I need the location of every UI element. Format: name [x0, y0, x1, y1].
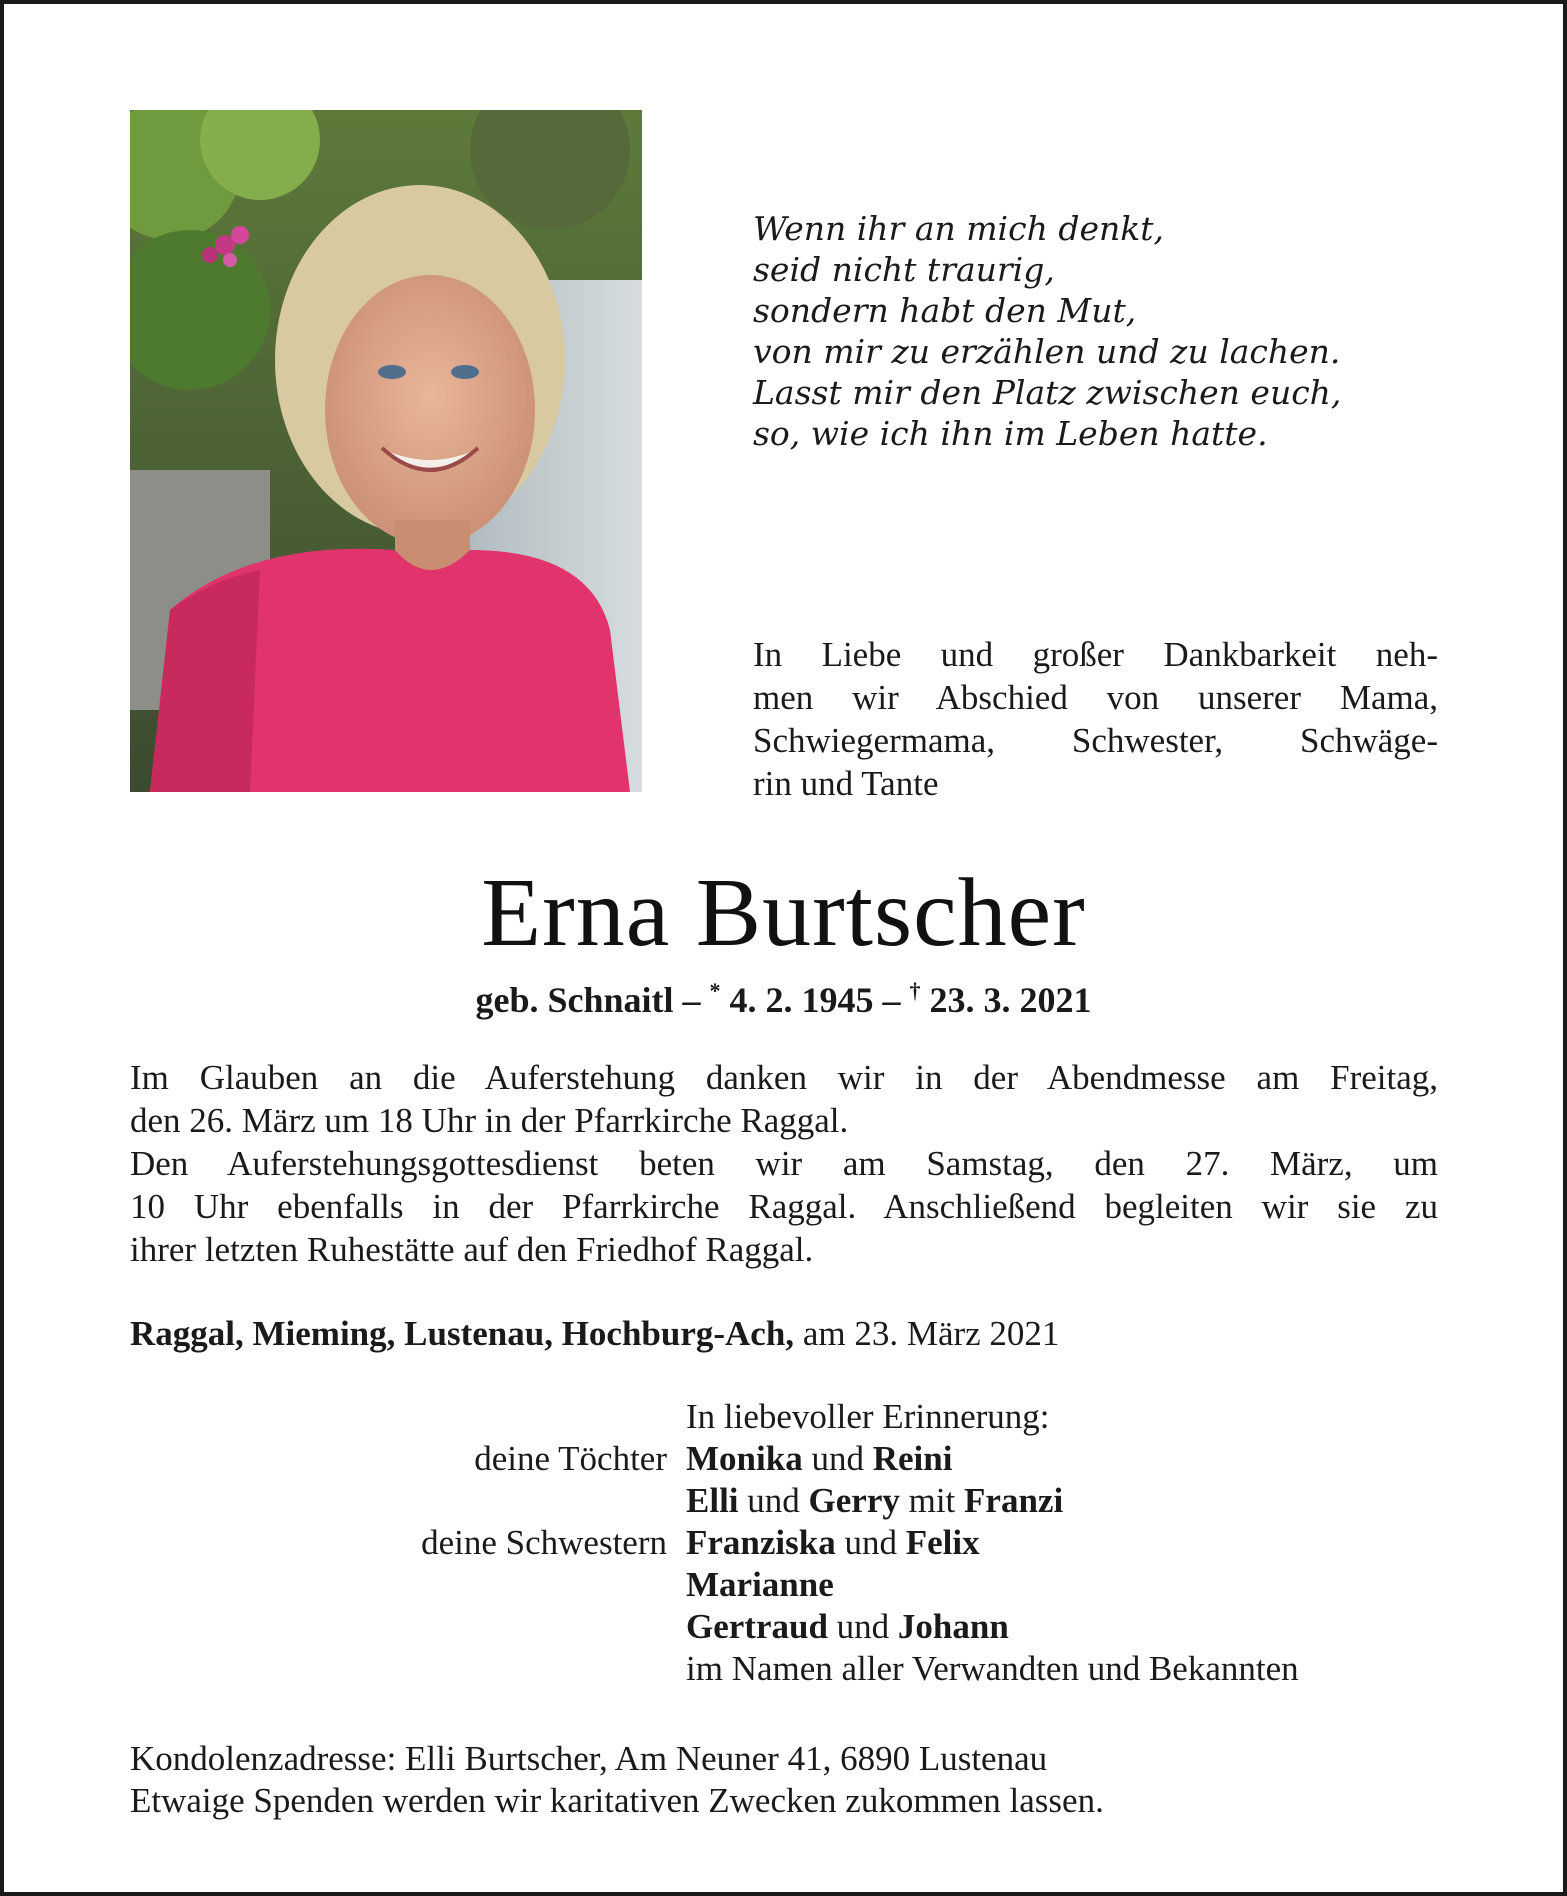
memory-heading: In liebevoller Erinnerung:: [686, 1397, 1050, 1436]
poem-line: Lasst mir den Platz zwischen euch,: [753, 373, 1342, 412]
intro-line: In Liebe und großer Dankbarkeit neh-: [753, 635, 1438, 674]
sisters-label: deine Schwestern: [421, 1523, 667, 1562]
body-line: den 26. März um 18 Uhr in der Pfarrkirche Raggal.: [130, 1101, 849, 1140]
conjunction: mit: [899, 1481, 965, 1520]
relative-name: Reini: [872, 1439, 953, 1478]
dash: –: [673, 980, 710, 1020]
places: Raggal, Mieming, Lustenau, Hochburg-Ach,: [130, 1314, 795, 1353]
body-line: 10 Uhr ebenfalls in der Pfarrkirche Raggal. Anschließend begleiten wir sie zu: [130, 1187, 1438, 1226]
memorial-poem: [753, 208, 1473, 454]
intro-line: rin und Tante: [753, 764, 939, 803]
relative-name: Gertraud: [686, 1607, 828, 1646]
farewell-intro: [753, 633, 1438, 805]
relative-name: Gerry: [808, 1481, 900, 1520]
intro-line: Schwiegermama, Schwester, Schwäge-: [753, 721, 1438, 760]
relative-name: Elli: [686, 1481, 739, 1520]
poem-line: von mir zu erzählen und zu lachen.: [753, 332, 1341, 371]
conjunction: und: [835, 1523, 906, 1562]
birth-date: 4. 2. 1945: [720, 980, 874, 1020]
poem-line: seid nicht traurig,: [753, 250, 1055, 289]
poem-line: Wenn ihr an mich denkt,: [753, 209, 1164, 248]
body-line: Den Auferstehungsgottesdienst beten wir am Samstag, den 27. März, um: [130, 1144, 1438, 1183]
condolence-address: Kondolenzadresse: Elli Burtscher, Am Neuner 41, 6890 Lustenau: [130, 1739, 1048, 1778]
conjunction: und: [827, 1607, 898, 1646]
conjunction: und: [802, 1439, 873, 1478]
family-line: [686, 1438, 952, 1480]
place-date-line: [130, 1312, 1059, 1355]
relative-name: Monika: [686, 1439, 803, 1478]
dash: –: [873, 980, 910, 1020]
family-line: [686, 1522, 980, 1564]
body-line: ihrer letzten Ruhestätte auf den Friedhof Raggal.: [130, 1230, 814, 1269]
conjunction: und: [738, 1481, 809, 1520]
relative-name: Marianne: [686, 1565, 834, 1604]
birth-symbol: *: [709, 978, 721, 1003]
donations-note: Etwaige Spenden werden wir karitativen Zwecken zukommen lassen.: [130, 1781, 1104, 1820]
footer: [130, 1738, 1450, 1822]
death-symbol: †: [909, 978, 921, 1003]
body-line: Im Glauben an die Auferstehung danken wir in der Abendmesse am Freitag,: [130, 1058, 1438, 1097]
relative-name: Franzi: [964, 1481, 1064, 1520]
birth-name: geb. Schnaitl: [475, 980, 674, 1020]
family-line: [686, 1564, 834, 1606]
closing-line: im Namen aller Verwandten und Bekannten: [686, 1649, 1299, 1688]
relative-name: Johann: [897, 1607, 1009, 1646]
poem-line: so, wie ich ihn im Leben hatte.: [753, 414, 1268, 453]
poem-line: sondern habt den Mut,: [753, 291, 1137, 330]
notice-date: am 23. März 2021: [794, 1314, 1060, 1353]
service-details: [130, 1056, 1438, 1271]
family-block: [0, 1396, 1567, 1690]
daughters-label: deine Töchter: [474, 1439, 667, 1478]
relative-name: Franziska: [686, 1523, 836, 1562]
family-line: [686, 1480, 1063, 1522]
deceased-name: Erna Burtscher: [481, 859, 1086, 967]
intro-line: men wir Abschied von unserer Mama,: [753, 678, 1438, 717]
relative-name: Felix: [905, 1523, 980, 1562]
death-date: 23. 3. 2021: [920, 980, 1092, 1020]
life-dates: [0, 977, 1567, 1023]
portrait-image: [130, 110, 642, 792]
family-line: [686, 1606, 1009, 1648]
portrait-photo: [130, 110, 642, 792]
